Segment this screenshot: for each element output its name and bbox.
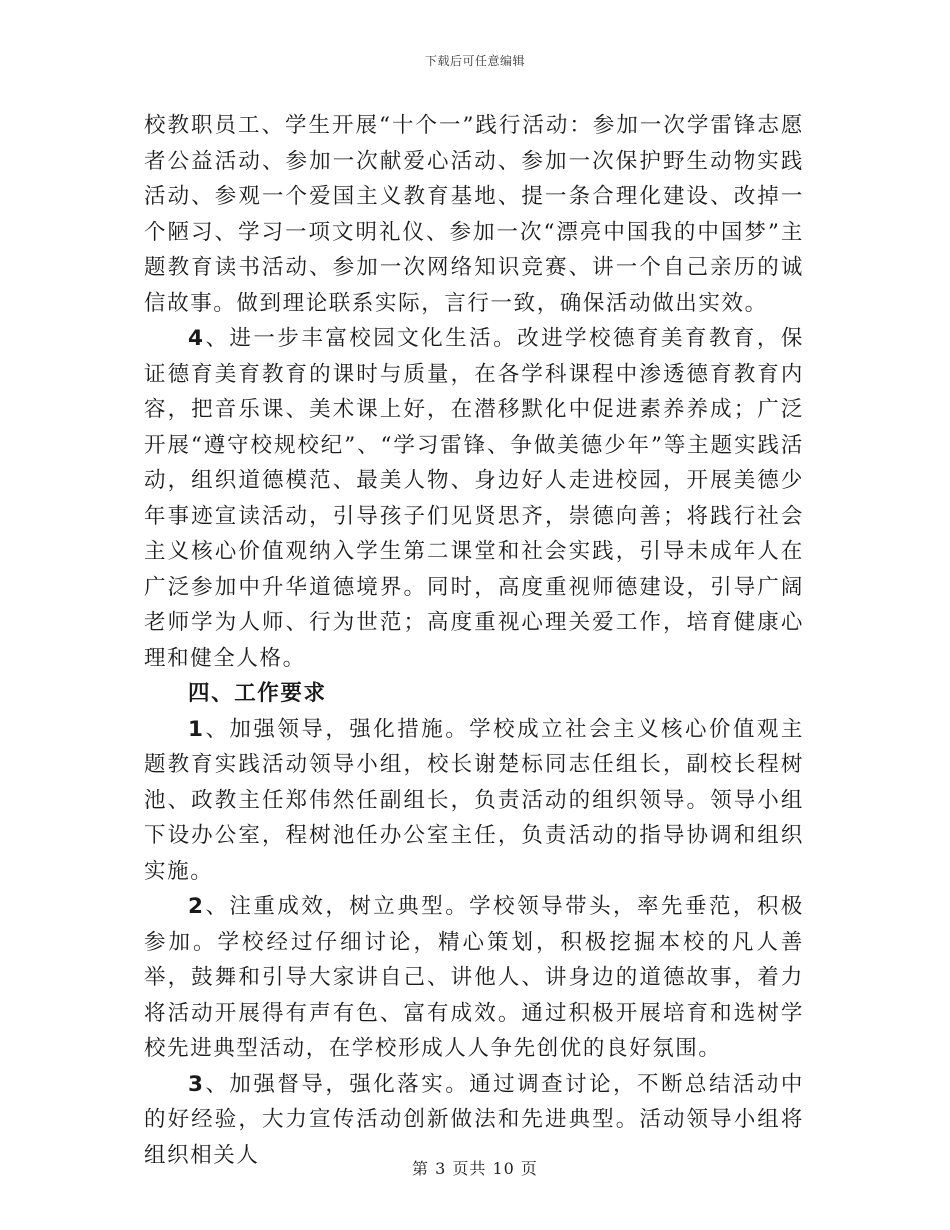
item-number: 3	[188, 1071, 205, 1097]
item-number: 1	[188, 716, 205, 742]
item-number: 2	[188, 894, 205, 919]
document-body	[144, 108, 804, 1173]
paragraph-item-1	[144, 712, 804, 890]
page-footer: 第 3 页共 10 页	[412, 1159, 538, 1178]
section-heading: 四、工作要求	[188, 681, 327, 706]
paragraph-item-4	[144, 321, 804, 676]
item-number: 4	[188, 326, 205, 351]
paragraph-item-2	[144, 889, 804, 1067]
page-header: 下载后可任意编辑	[424, 54, 525, 68]
paragraph-text: 、注重成效，树立典型。学校领导带头，率先垂范，积极参加。学校经过仔细讨论，精心策划，积极挖掘本校的凡人善举，鼓舞和引导大家讲自己、讲他人、讲身边的道德故事，着力将活动开展得有声有色、富有成效。通过积极开展培育和选树学校先进典型活动，在学校形成人人争先创优的良好氛围。	[144, 894, 804, 1061]
paragraph-text: 、加强领导，强化措施。学校成立社会主义核心价值观主题教育实践活动领导小组，校长谢楚标同志任组长，副校长程树池、政教主任郑伟然任副组长，负责活动的组织领导。领导小组下设办公室，程树池任办公室主任，负责活动的指导协调和组织实施。	[144, 716, 804, 884]
paragraph-text: 、加强督导，强化落实。通过调查讨论，不断总结活动中的好经验，大力宣传活动创新做法和先进典型。活动领导小组将组织相关人	[144, 1071, 804, 1168]
paragraph-continuation	[144, 108, 804, 321]
paragraph-text: 、进一步丰富校园文化生活。改进学校德育美育教育，保证德育美育教育的课时与质量，在各学科课程中渗透德育教育内容，把音乐课、美术课上好，在潜移默化中促进素养养成；广泛开展“遵守校规校纪”、“学习雷锋、争做美德少年”等主题实践活动，组织道德模范、最美人物、身边好人走进校园，开展美德少年事迹宣读活动，引导孩子们见贤思齐，崇德向善；将践行社会主义核心价值观纳入学生第二课堂和社会实践，引导未成年人在广泛参加中升华道德境界。同时，高度重视师德建设，引导广阔老师学为人师、行为世范；高度重视心理关爱工作，培育健康心理和健全人格。	[144, 326, 804, 671]
paragraph-text: 校教职员工、学生开展“十个一”践行活动：参加一次学雷锋志愿者公益活动、参加一次献爱心活动、参加一次保护野生动物实践活动、参观一个爱国主义教育基地、提一条合理化建设、改掉一个陋习、学习一项文明礼仪、参加一次“漂亮中国我的中国梦”主题教育读书活动、参加一次网络知识竞赛、讲一个自己亲历的诚信故事。做到理论联系实际，言行一致，确保活动做出实效。	[144, 113, 804, 316]
